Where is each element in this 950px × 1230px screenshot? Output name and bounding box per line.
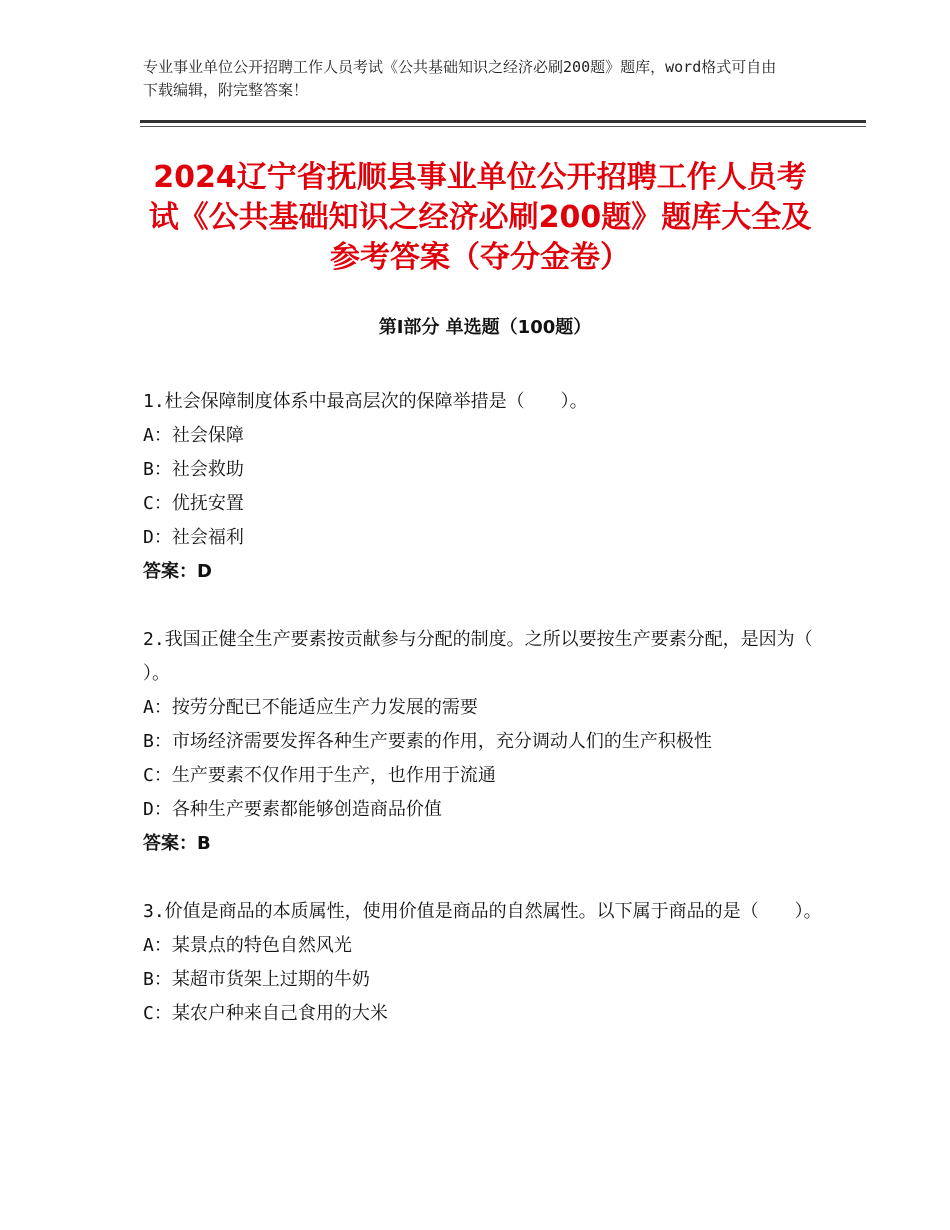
option-c: C：某农户种来自己食用的大米 [143, 1003, 388, 1024]
option-b: B：某超市货架上过期的牛奶 [143, 969, 370, 990]
header-note: 专业事业单位公开招聘工作人员考试《公共基础知识之经济必刷200题》题库，word格式可自由下载编辑，附完整答案！ [143, 58, 777, 99]
option-a: A：社会保障 [143, 425, 244, 446]
option-d: D：社会福利 [143, 527, 244, 548]
question-2 [143, 623, 849, 861]
answer: 答案：B [143, 833, 211, 854]
option-a: A：按劳分配已不能适应生产力发展的需要 [143, 697, 478, 718]
question-1 [143, 385, 823, 589]
option-b: B：社会救助 [143, 459, 244, 480]
option-c: C：生产要素不仅作用于生产，也作用于流通 [143, 765, 496, 786]
option-c: C：优抚安置 [143, 493, 244, 514]
header-divider-thin [140, 126, 866, 127]
document-title: 2024辽宁省抚顺县事业单位公开招聘工作人员考试《公共基础知识之经济必刷200题》题库大全及参考答案（夺分金卷） [148, 160, 812, 275]
option-b: B：市场经济需要发挥各种生产要素的作用，充分调动人们的生产积极性 [143, 731, 712, 752]
option-a: A：某景点的特色自然风光 [143, 935, 352, 956]
question-stem: 3.价值是商品的本质属性，使用价值是商品的自然属性。以下属于商品的是（ ）。 [143, 901, 822, 922]
question-3 [143, 895, 823, 1031]
answer: 答案：D [143, 561, 212, 582]
header-divider-thick [140, 120, 866, 123]
question-stem: 2.我国正健全生产要素按贡献参与分配的制度。之所以要按生产要素分配，是因为（ ）。 [143, 629, 849, 684]
question-stem: 1.杜会保障制度体系中最高层次的保障举措是（ ）。 [143, 391, 588, 412]
section-title: 第Ⅰ部分 单选题（100题） [378, 317, 592, 338]
question-list [143, 385, 849, 1065]
option-d: D：各种生产要素都能够创造商品价值 [143, 799, 442, 820]
